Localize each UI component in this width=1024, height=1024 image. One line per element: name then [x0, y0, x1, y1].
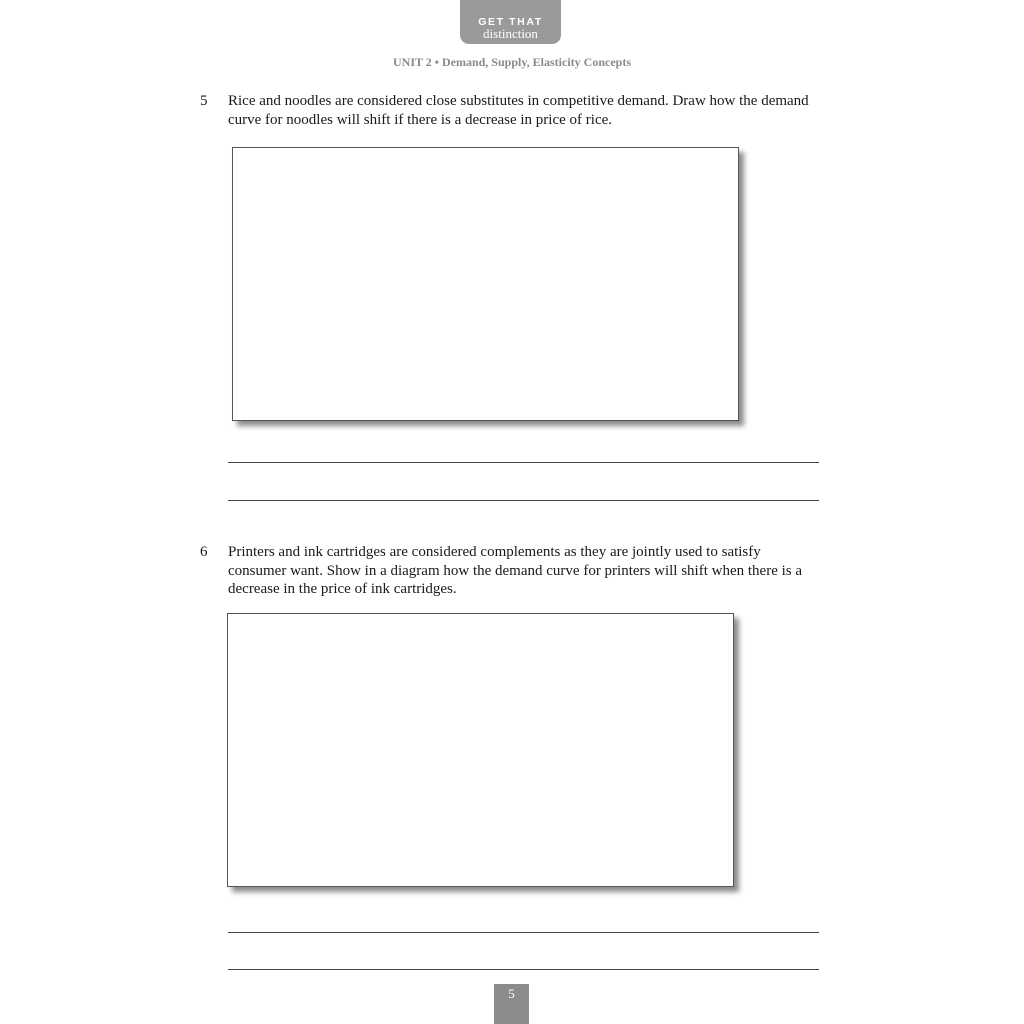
- question-5-number: 5: [200, 93, 208, 109]
- question-6-answer-line-1[interactable]: [228, 932, 819, 933]
- tab-line-2: distinction: [483, 26, 538, 41]
- question-6-line: decrease in the price of ink cartridges.: [228, 581, 457, 597]
- question-6-line: consumer want. Show in a diagram how the demand curve for printers will shift when there is a: [228, 562, 803, 579]
- header-tab: [460, 0, 561, 44]
- question-5-answer-line-2[interactable]: [228, 500, 819, 501]
- question-6-text: [228, 543, 828, 599]
- question-5-answer-line-1[interactable]: [228, 462, 819, 463]
- question-6-line: Printers and ink cartridges are considered complements as they are jointly used to satisfy: [228, 544, 761, 560]
- question-6-number: 6: [200, 544, 208, 560]
- question-5-line: curve for noodles will shift if there is a decrease in price of rice.: [228, 111, 613, 128]
- question-5-line: Rice and noodles are considered close substitutes in competitive demand. Draw how the demand: [228, 93, 809, 109]
- question-6-diagram-box[interactable]: [227, 613, 734, 887]
- tab-line-1: GET THAT: [478, 16, 543, 28]
- page-number: 5: [494, 984, 529, 1024]
- question-5-diagram-box[interactable]: [232, 147, 739, 421]
- question-6-answer-line-2[interactable]: [228, 969, 819, 970]
- question-5-text: [228, 92, 828, 129]
- unit-header: UNIT 2 • Demand, Supply, Elasticity Concepts: [392, 55, 632, 69]
